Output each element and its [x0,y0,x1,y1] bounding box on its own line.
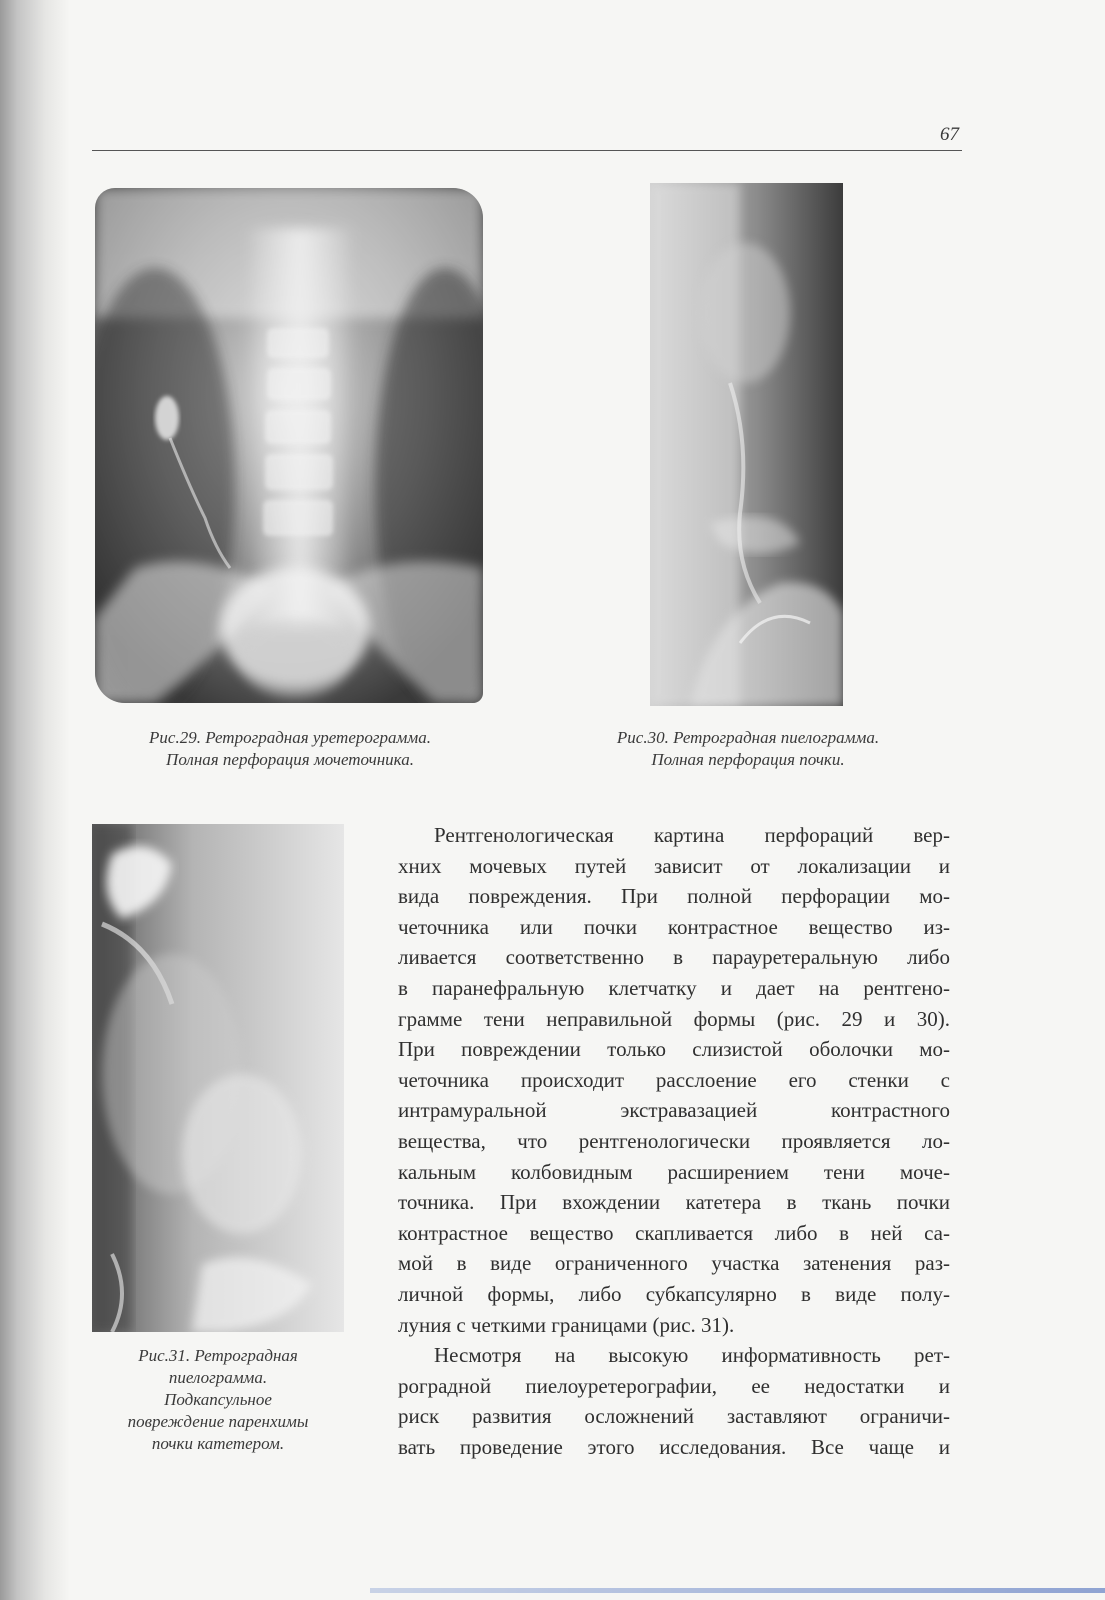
header-rule [92,150,962,151]
text-line: вида повреждения. При полной перфорации мо- [398,884,950,909]
text-line: грамме тени неправильной формы (рис. 29 и 30). [398,1006,950,1031]
figure-30-caption [560,727,936,771]
text-line: Несмотря на высокую информативность рет- [434,1343,950,1368]
figure-29-caption [86,727,494,771]
caption-line: Рис.30. Ретроградная пиелограмма. [616,728,880,747]
caption-line: Подкапсульное [164,1390,272,1409]
text-line: При повреждении только слизистой оболочки мо- [398,1037,950,1062]
text-line: вать проведение этого исследования. Все чаще и [398,1434,950,1459]
binding-shadow [0,0,70,1600]
text-line: в паранефральную клетчатку и дает на рентгено- [398,975,950,1000]
caption-line: пиелограмма. [168,1368,268,1387]
text-line: Рентгенологическая картина перфораций вер- [434,823,950,847]
figure-31-caption [92,1345,344,1455]
text-line: роградной пиелоуретерографии, ее недостатки и [398,1373,950,1398]
text-line: четочника происходит расслоение его стенки с [398,1067,950,1092]
caption-line: Рис.31. Ретроградная [138,1346,298,1365]
text-line: точника. При вхождении катетера в ткань почки [398,1190,950,1215]
text-line: контрастное вещество скапливается либо в ней са- [398,1220,950,1245]
bottom-scan-edge [370,1588,1105,1593]
paragraph-1 [398,820,950,1340]
text-line: риск развития осложнений заставляют ограничи- [398,1404,950,1429]
text-line: луния с четкими границами (рис. 31). [398,1312,735,1337]
caption-line: повреждение паренхимы [127,1412,309,1431]
text-line: кальным колбовидным расширением тени моче- [398,1159,950,1184]
caption-line: Полная перфорация мочеточника. [166,750,414,769]
figure-29-radiograph [95,188,483,703]
text-line: четочника или почки контрастное вещество из- [398,914,950,939]
caption-line: Полная перфорация почки. [651,750,845,769]
text-line: ливается соответственно в парауретеральную либо [398,945,950,970]
text-line: интрамуральной экстравазацией контрастного [398,1098,950,1123]
figure-30-radiograph [650,183,843,706]
text-line: вещества, что рентгенологически проявляется ло- [398,1128,950,1153]
figure-31-radiograph [92,824,344,1332]
caption-line: Рис.29. Ретроградная уретерограмма. [149,728,431,747]
caption-line: почки катетером. [151,1434,285,1453]
page-number: 67 [940,124,959,145]
text-line: хних мочевых путей зависит от локализации и [398,853,950,878]
paragraph-2 [398,1340,950,1462]
text-line: мой в виде ограниченного участка затенения раз- [398,1251,950,1276]
text-line: личной формы, либо субкапсулярно в виде полу- [398,1281,950,1306]
body-text [398,820,950,1462]
